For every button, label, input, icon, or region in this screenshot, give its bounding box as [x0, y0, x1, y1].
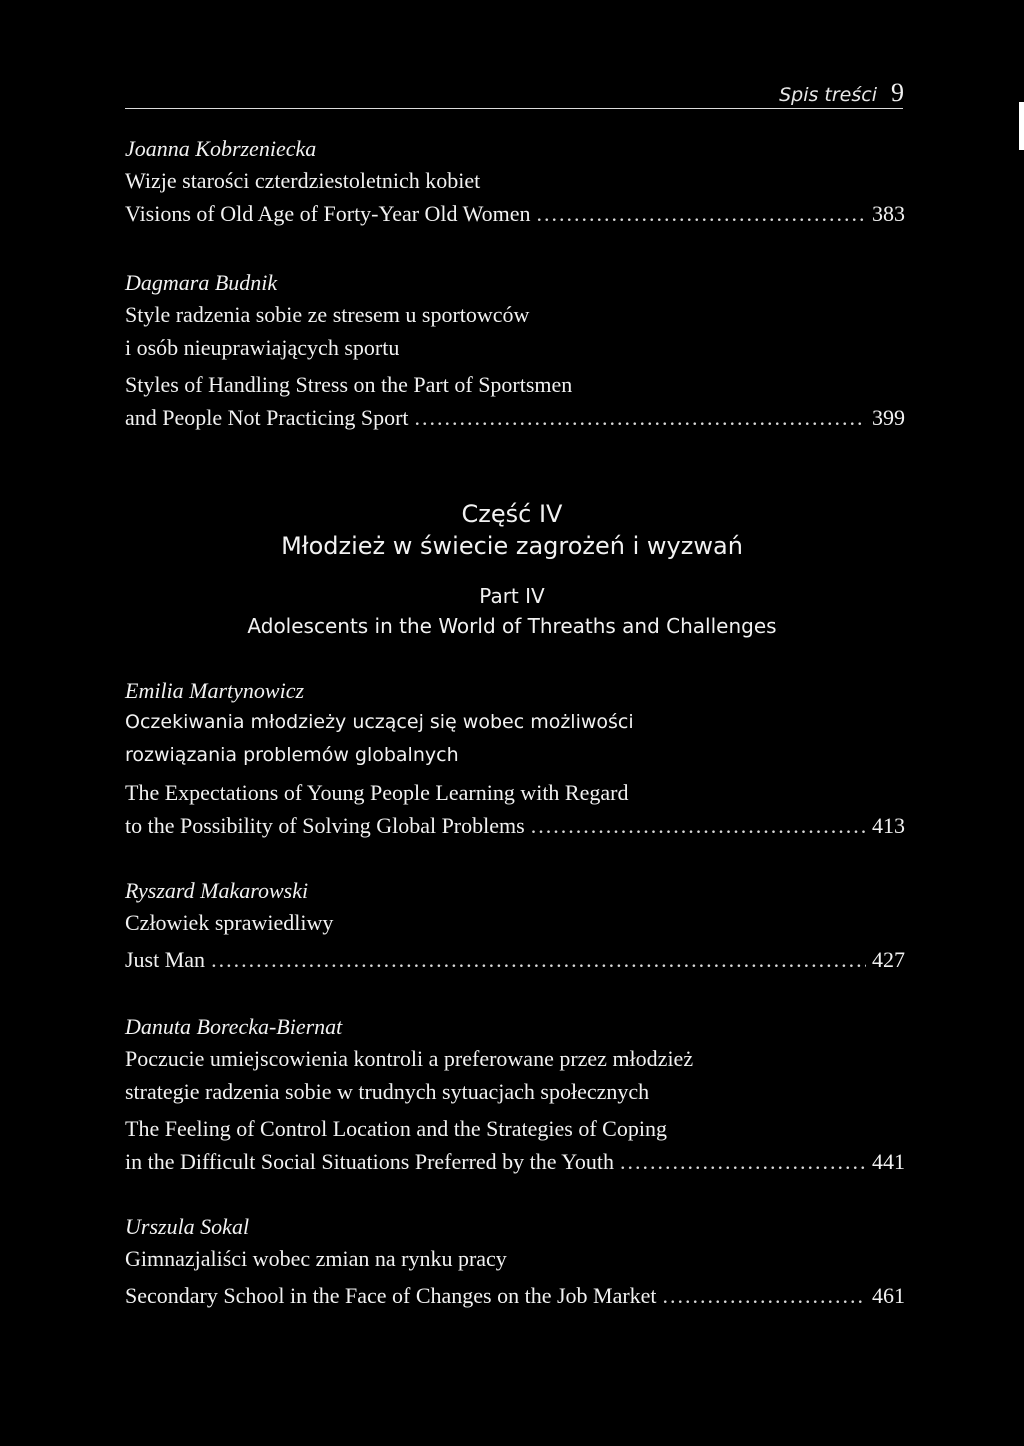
entry-title-polish: rozwiązania problemów globalnych — [125, 744, 459, 766]
entry-page-number: 399 — [872, 405, 905, 430]
entry-title-english: Styles of Handling Stress on the Part of Sportsmen — [125, 372, 573, 397]
entry-title-english: Visions of Old Age of Forty-Year Old Women — [125, 201, 531, 226]
part-title-english: Adolescents in the World of Threaths and Challenges — [247, 614, 777, 638]
dot-leader — [620, 1145, 866, 1178]
page-edge-mark — [1019, 102, 1024, 150]
toc-entry — [125, 134, 905, 230]
toc-row[interactable] — [125, 1145, 905, 1178]
running-title: Spis treści — [779, 84, 877, 106]
entry-author: Urszula Sokal — [125, 1214, 250, 1239]
entry-page-number: 461 — [872, 1283, 905, 1308]
entry-title-english: to the Possibility of Solving Global Problems — [125, 813, 525, 838]
toc-row[interactable] — [125, 809, 905, 842]
entry-author: Emilia Martynowicz — [125, 678, 305, 703]
entry-title-english: Secondary School in the Face of Changes on the Job Market — [125, 1283, 657, 1308]
entry-title-english: Just Man — [125, 947, 206, 972]
toc-entry — [125, 1012, 905, 1178]
entry-page-number: 427 — [872, 947, 905, 972]
entry-title-polish: Oczekiwania młodzieży uczącej się wobec możliwości — [125, 711, 634, 733]
entry-title-polish: Gimnazjaliści wobec zmian na rynku pracy — [125, 1246, 507, 1271]
dot-leader — [531, 809, 866, 842]
page-number: 9 — [891, 78, 904, 107]
dot-leader — [663, 1279, 866, 1312]
dot-leader — [537, 197, 866, 230]
toc-entry — [125, 676, 905, 842]
entry-page-number: 441 — [872, 1149, 905, 1174]
entry-title-polish: Style radzenia sobie ze stresem u sportowców — [125, 302, 530, 327]
entry-page-number: 413 — [872, 813, 905, 838]
entry-author: Dagmara Budnik — [125, 270, 278, 295]
part-label-polish: Część IV — [461, 500, 563, 528]
entry-page-number: 383 — [872, 201, 905, 226]
part-label-english: Part IV — [479, 584, 545, 608]
entry-author: Joanna Kobrzeniecka — [125, 136, 317, 161]
entry-title-english: in the Difficult Social Situations Preferred by the Youth — [125, 1149, 615, 1174]
entry-title-english: The Feeling of Control Location and the Strategies of Coping — [125, 1116, 667, 1141]
toc-entry — [125, 876, 905, 976]
entry-title-english: and People Not Practicing Sport — [125, 405, 409, 430]
entry-title-polish: Człowiek sprawiedliwy — [125, 910, 334, 935]
part-title-polish: Młodzież w świecie zagrożeń i wyzwań — [281, 532, 743, 560]
entry-title-polish: i osób nieuprawiających sportu — [125, 335, 400, 360]
toc-row[interactable] — [125, 197, 905, 230]
dot-leader — [211, 943, 866, 976]
entry-author: Ryszard Makarowski — [125, 878, 309, 903]
toc-entry — [125, 268, 905, 434]
toc-row[interactable] — [125, 943, 905, 976]
entry-title-polish: Wizje starości czterdziestoletnich kobiet — [125, 168, 481, 193]
entry-title-polish: Poczucie umiejscowienia kontroli a preferowane przez młodzież — [125, 1046, 694, 1071]
entry-author: Danuta Borecka-Biernat — [125, 1014, 343, 1039]
toc-entry — [125, 1212, 905, 1312]
entry-title-english: The Expectations of Young People Learning with Regard — [125, 780, 629, 805]
dot-leader — [415, 401, 866, 434]
running-header — [779, 78, 904, 108]
toc-row[interactable] — [125, 1279, 905, 1312]
header-rule — [125, 108, 903, 109]
toc-row[interactable] — [125, 401, 905, 434]
entry-title-polish: strategie radzenia sobie w trudnych sytuacjach społecznych — [125, 1079, 650, 1104]
